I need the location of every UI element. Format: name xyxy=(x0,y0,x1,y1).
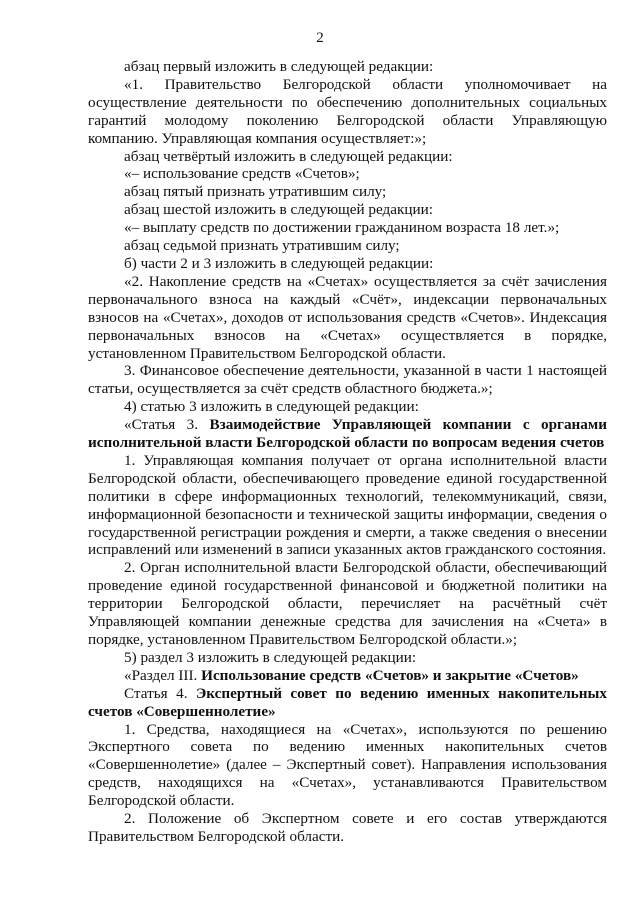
paragraph: 1. Средства, находящиеся на «Счетах», используются по решению Экспертного совета по ведению именных накопительных счетов «Совершеннолетие» (далее – Экспертный совет). Направления использования средств, находящихся на «Счетах», устанавливаются Правительством Белгородской области. xyxy=(88,720,607,810)
paragraph: абзац седьмой признать утратившим силу; xyxy=(124,237,400,255)
section-3-heading xyxy=(88,667,607,685)
paragraph: абзац четвёртый изложить в следующей редакции: xyxy=(124,147,453,165)
paragraph: 2. Положение об Экспертном совете и его состав утверждаются Правительством Белгородской области. xyxy=(88,810,607,845)
paragraph: 2. Орган исполнительной власти Белгородской области, обеспечивающий проведение единой государственной финансовой и бюджетной политики на территории Белгородской области, перечисляет на расчётный счёт Управляющей компании денежные средства для зачисления на «Счета» в порядке, установленном Правительством Белгородской области.»; xyxy=(88,559,607,648)
paragraph: 1. Управляющая компания получает от органа исполнительной власти Белгородской области, обеспечивающего проведение единой государственной политики в сфере информационных технологий, телекоммуникаций, связи, информационной безопасности и технической защиты информации, сведения о государственной регистрации рождения и смерти, а также сведения о внесении исправлений или изменений в записи указанных актов гражданского состояния. xyxy=(88,451,607,559)
paragraph: «1. Правительство Белгородской области уполномочивает на осуществление деятельности по обеспечению дополнительных социальных гарантий молодому поколению Белгородской области Управляющую компанию. Управляющая компания осуществляет:»; xyxy=(88,75,607,147)
page-number: 2 xyxy=(316,30,324,46)
heading-prefix: «Статья 3. xyxy=(124,416,210,434)
paragraph: абзац пятый признать утратившим силу; xyxy=(124,183,387,201)
paragraph: б) части 2 и 3 изложить в следующей редакции: xyxy=(124,254,434,272)
paragraph: «– использование средств «Счетов»; xyxy=(124,165,360,183)
paragraph: 4) статью 3 изложить в следующей редакции: xyxy=(124,398,419,416)
heading-prefix: Статья 4. xyxy=(124,684,196,702)
paragraph: абзац первый изложить в следующей редакции: xyxy=(124,58,434,75)
paragraph: абзац шестой изложить в следующей редакции: xyxy=(124,201,433,219)
paragraph: «2. Накопление средств на «Счетах» осуществляется за счёт зачисления первоначального взноса на каждый «Счёт», индексации первоначальных взносов на «Счетах», доходов от использования средств «Счетов». Индексация первоначальных взносов на «Счетах» осуществляется в порядке, установленном Правительством Белгородской области. xyxy=(88,272,607,362)
article-3-heading xyxy=(88,416,607,452)
heading-prefix: «Раздел III. xyxy=(124,666,202,684)
heading-title: Экспертный совет по ведению именных накопительных счетов «Совершеннолетие» xyxy=(88,684,607,720)
article-4-heading xyxy=(88,685,607,721)
paragraph: 5) раздел 3 изложить в следующей редакции: xyxy=(124,648,417,666)
heading-title: Взаимодействие Управляющей компании с органами исполнительной власти Белгородской области по вопросам ведения счетов xyxy=(88,416,607,452)
paragraph: «– выплату средств по достижении гражданином возраста 18 лет.»; xyxy=(124,219,560,237)
document-body xyxy=(88,58,607,846)
heading-title: Использование средств «Счетов» и закрытие «Счетов» xyxy=(201,666,579,684)
paragraph: 3. Финансовое обеспечение деятельности, указанной в части 1 настоящей статьи, осуществляется за счёт средств областного бюджета.»; xyxy=(88,362,607,398)
